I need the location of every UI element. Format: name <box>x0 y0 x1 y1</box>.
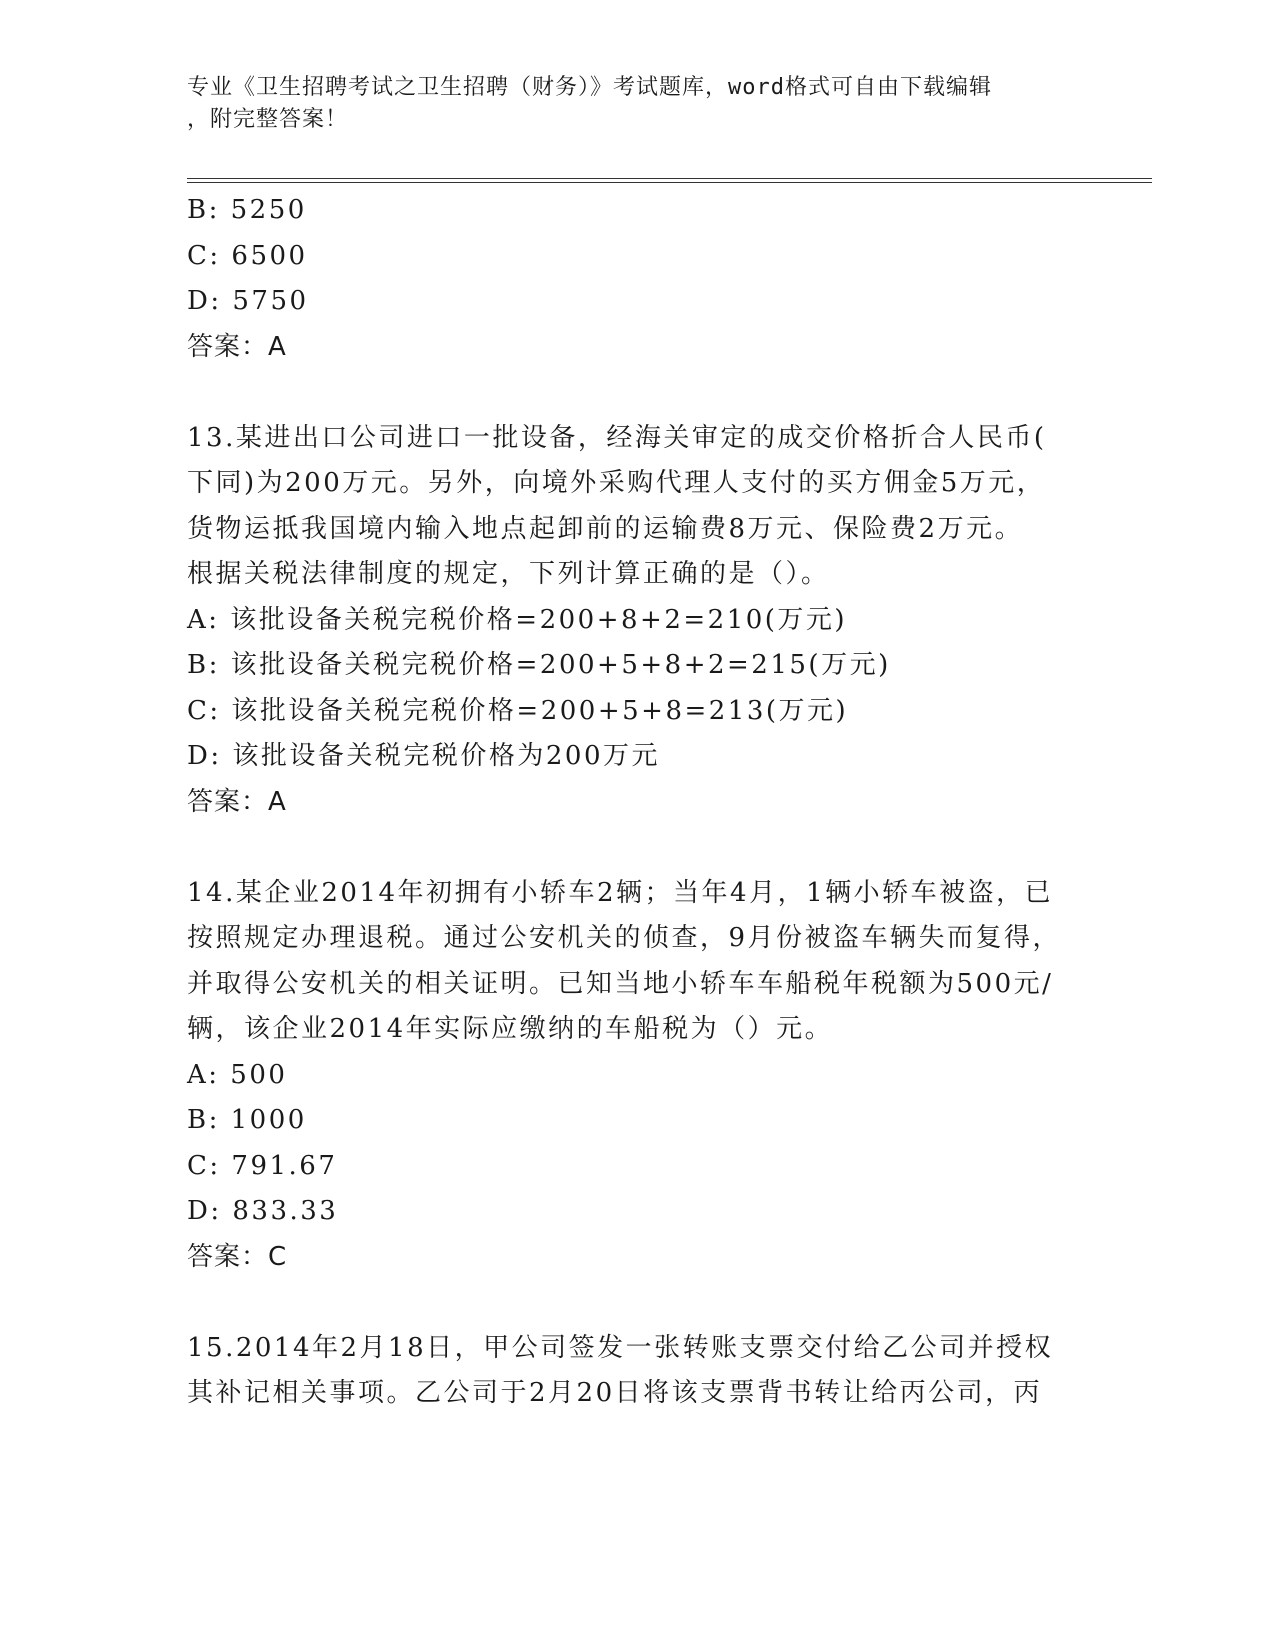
q14-stem-line: 按照规定办理退税。通过公安机关的侦查，9月份被盗车辆失而复得， <box>187 923 1062 953</box>
q13-stem-line: 货物运抵我国境内输入地点起卸前的运输费8万元、保险费2万元。 <box>187 513 1024 544</box>
q14-stem-line: 14.某企业2014年初拥有小轿车2辆；当年4月，1辆小轿车被盗，已 <box>187 877 1054 908</box>
question-13 <box>187 416 1087 826</box>
q14-option-a: A: 500 <box>187 1059 288 1090</box>
spacer <box>187 370 1087 416</box>
spacer <box>187 1280 1087 1326</box>
q15-stem-line: 其补记相关事项。乙公司于2月20日将该支票背书转让给丙公司，丙 <box>187 1378 1043 1408</box>
header-line-2: ，附完整答案！ <box>187 107 349 132</box>
header-divider-bottom <box>187 182 1152 183</box>
q13-option-c: C: 该批设备关税完税价格=200+5+8=213(万元) <box>187 695 849 726</box>
q14-option-c: C: 791.67 <box>187 1150 338 1181</box>
spacer <box>187 825 1087 871</box>
document-header <box>187 72 1067 136</box>
q13-answer: 答案：A <box>187 786 287 817</box>
q13-stem-line: 13.某进出口公司进口一批设备，经海关审定的成交价格折合人民币( <box>187 422 1047 453</box>
q13-stem-line: 根据关税法律制度的规定，下列计算正确的是（）。 <box>187 559 830 589</box>
q14-option-d: D: 833.33 <box>187 1196 339 1226</box>
q12-option-c: C: 6500 <box>187 240 308 271</box>
question-12-fragment <box>187 188 1087 370</box>
header-divider-top <box>187 178 1152 179</box>
document-body <box>187 188 1087 1417</box>
header-line-1: 专业《卫生招聘考试之卫生招聘（财务）》考试题库，word格式可自由下载编辑 <box>187 75 992 100</box>
q12-option-d: D: 5750 <box>187 286 309 316</box>
q13-option-b: B: 该批设备关税完税价格=200+5+8+2=215(万元) <box>187 650 891 680</box>
q13-option-d: D: 该批设备关税完税价格为200万元 <box>187 741 660 771</box>
q14-stem-line: 并取得公安机关的相关证明。已知当地小轿车车船税年税额为500元/ <box>187 968 1054 999</box>
q14-answer: 答案：C <box>187 1241 288 1272</box>
q13-option-a: A: 该批设备关税完税价格=200+8+2=210(万元) <box>187 604 848 635</box>
q12-option-b: B: 5250 <box>187 195 307 225</box>
q12-answer: 答案：A <box>187 331 287 362</box>
q13-stem-line: 下同)为200万元。另外，向境外采购代理人支付的买方佣金5万元， <box>187 468 1046 498</box>
q15-stem-line: 15.2014年2月18日，甲公司签发一张转账支票交付给乙公司并授权 <box>187 1332 1054 1363</box>
question-15 <box>187 1326 1087 1417</box>
q14-option-b: B: 1000 <box>187 1105 307 1135</box>
question-14 <box>187 871 1087 1281</box>
q14-stem-line: 辆，该企业2014年实际应缴纳的车船税为（）元。 <box>187 1014 834 1044</box>
